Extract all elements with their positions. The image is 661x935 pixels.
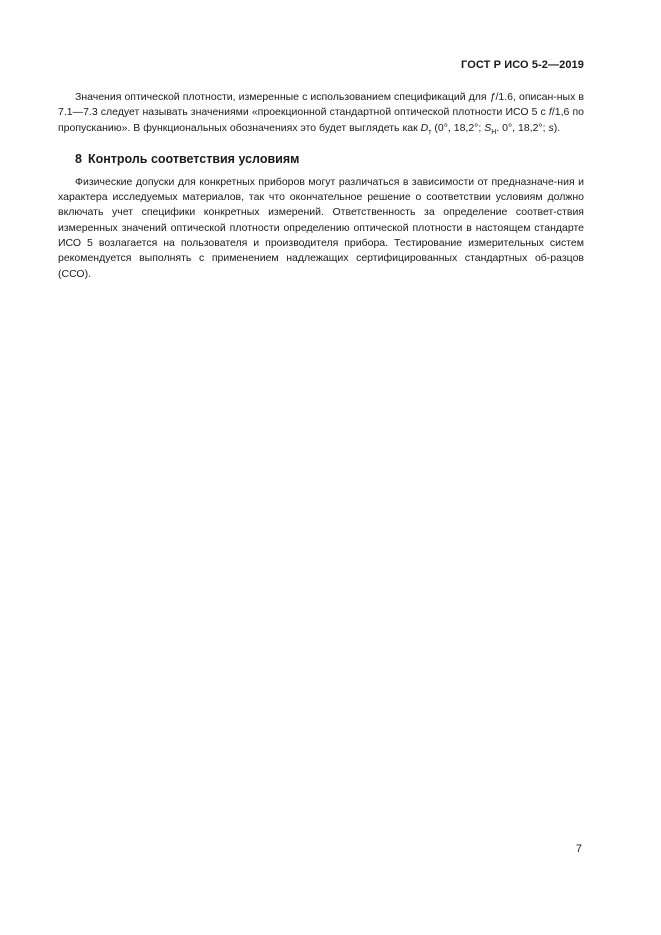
s-subscript: H (491, 128, 497, 136)
paragraph-density-values (58, 90, 584, 136)
page-number: 7 (575, 843, 582, 855)
paragraph-1-part-1: Значения оптической плотности, измеренные с использованием спецификаций для (75, 91, 490, 103)
section-8-paragraph: Физические допуски для конкретных приборов могут различаться в зависимости от предназначе-ния и характера исследуемых материалов, так что окончательное решение о соответствии условиям должно включать учет специфики конкретных измерений. Ответственность за определение соответ-ствия измеренных значений оптической плотности определению оптической плотности в настоящем стандарте ИСО 5 возлагается на пользователя и производителя прибора. Тестирование измерительных систем рекомендуется выполнять с применением надлежащих сертифицированных стандартных об-разцов (ССО). (58, 175, 584, 280)
small-s-symbol: s (548, 121, 554, 134)
document-code-header: ГОСТ Р ИСО 5-2—2019 (461, 59, 584, 71)
paragraph-1-part-2: /1.6, описан-ных в 7.1—7.3 следует называть значениями «проекционной стандартной оптической плотности ИСО 5 с (58, 91, 584, 119)
f-symbol: ƒ (489, 91, 496, 103)
paragraph-1-part-4: (0°, 18,2°; (431, 121, 485, 134)
section-title: Контроль соответствия условиям (87, 151, 300, 166)
page-content (58, 90, 584, 282)
paragraph-1-part-3: /1,6 по пропусканию». В функциональных обозначениях это будет выглядеть как (58, 106, 584, 134)
s-symbol: S (484, 121, 492, 134)
paragraph-1-part-6: ). (553, 121, 561, 134)
d-subscript: т (428, 128, 432, 136)
d-symbol: D (420, 121, 429, 134)
f-symbol-2: f (548, 106, 552, 119)
paragraph-1-part-5: . 0°, 18,2°; (496, 121, 549, 134)
section-number: 8 (75, 151, 82, 166)
section-8-heading (58, 152, 584, 166)
